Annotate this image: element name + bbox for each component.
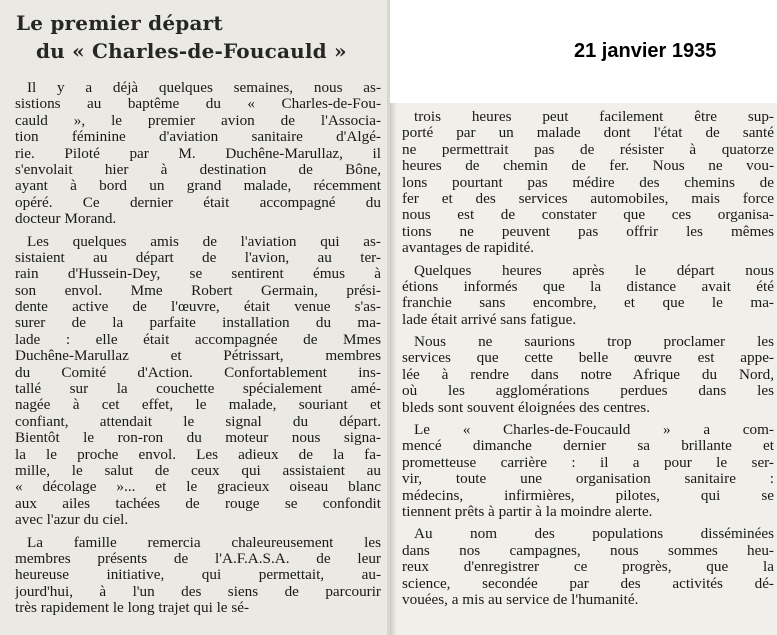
right-newspaper-clipping	[390, 103, 777, 635]
article-line: du Comité d'Action. Confortablement ins-	[15, 364, 381, 381]
article-line: science, secondée par des activités dé-	[402, 575, 774, 592]
article-paragraph	[402, 263, 774, 329]
article-line: étions informés que la distance avait été	[402, 278, 774, 295]
article-line: vouées, a mis au service de l'humanité.	[402, 591, 639, 608]
article-line: franchie sans encombre, et que le ma-	[402, 295, 774, 312]
article-line: vir, toute une organisation sanitaire :	[402, 471, 774, 488]
article-line: lade était arrivé sans fatigue.	[402, 311, 577, 328]
article-line: Nous ne saurions trop proclamer les	[414, 334, 774, 351]
article-line: membres présents de l'A.F.A.S.A. de leur	[15, 550, 381, 567]
article-line: sistions au baptême du « Charles-de-Fou-	[15, 96, 381, 113]
article-line: La famille remercia chaleureusement les	[27, 534, 381, 551]
article-line: sistaient au départ de l'avion, au ter-	[15, 249, 381, 266]
article-line: Au nom des populations disséminées	[414, 526, 774, 543]
article-paragraph	[402, 422, 774, 520]
article-line: rain d'Hussein-Dey, se sentirent émus à	[15, 266, 381, 283]
article-paragraph	[402, 526, 774, 608]
article-line: lons pourtant pas médire des chemins de	[402, 174, 774, 191]
article-line: heures de chemin de fer. Nous ne vou-	[402, 158, 774, 175]
article-paragraph	[402, 109, 774, 257]
article-line: « décolage »... et le gracieux oiseau blanc	[15, 479, 381, 496]
article-line: médecins, infirmières, pilotes, qui se	[402, 487, 774, 504]
left-article-column	[15, 80, 381, 623]
article-line: ayant à bord un grand malade, récemment	[15, 178, 381, 195]
article-line: aux ailes tachées de rouge se confondit	[15, 495, 381, 512]
article-line: ne permettrait pas de résister à quatorze	[402, 141, 774, 158]
article-line: où les agglomérations perdues dans les	[402, 383, 774, 400]
article-line: avantages de rapidité.	[402, 240, 534, 257]
article-line: bleds sont souvent éloignées des centres.	[402, 399, 651, 416]
article-line: tions ne peuvent pas offrir les mêmes	[402, 223, 774, 240]
article-line: surer de la parfaite installation du ma-	[15, 315, 381, 332]
article-line: prometteuse carrière : il a pour le ser-	[402, 454, 774, 471]
article-line: Bientôt le ron-ron du moteur nous signa-	[15, 430, 381, 447]
article-line: opéré. Ce dernier était accompagné du	[15, 194, 381, 211]
article-line: dente active de l'œuvre, était venue s'as-	[15, 299, 381, 316]
article-line: Duchêne-Marullaz et Pétrissart, membres	[15, 348, 381, 365]
headline-line-1: Le premier départ	[16, 11, 223, 35]
article-line: trois heures peut facilement être sup-	[414, 109, 774, 125]
article-line: services que cette belle œuvre est appe-	[402, 350, 774, 367]
article-line: dans nos campagnes, nous sommes heu-	[402, 542, 774, 559]
article-line: rie. Piloté par M. Duchêne-Marullaz, il	[15, 145, 381, 162]
article-line: confiant, attendait le signal du départ.	[15, 413, 381, 430]
article-paragraph	[402, 334, 774, 416]
article-line: la le proche envol. Les adieux de la fa-	[15, 446, 381, 463]
article-line: cauld », le premier avion de l'Associa-	[15, 112, 381, 129]
article-line: Il y a déjà quelques semaines, nous as-	[27, 80, 381, 96]
article-line: son envol. Mme Robert Germain, prési-	[15, 282, 381, 299]
article-line: très rapidement le long trajet qui le sé-	[15, 600, 250, 617]
article-line: tallé sur la couchette spécialement amé-	[15, 381, 381, 398]
article-line: avec l'azur du ciel.	[15, 512, 129, 529]
article-line: mille, le salut de ceux qui assistaient au	[15, 462, 381, 479]
article-paragraph	[15, 234, 381, 529]
right-article-column	[402, 109, 774, 614]
date-label: 21 janvier 1935	[574, 40, 717, 62]
article-line: Les quelques amis de l'aviation qui as-	[27, 233, 381, 250]
article-line: porté par un malade dont l'état de santé	[402, 125, 774, 142]
article-line: nous est de constater que ces organisa-	[402, 207, 774, 224]
article-paragraph	[15, 80, 381, 228]
article-line: fer et des services automobiles, mais force	[402, 190, 774, 207]
article-line: heureuse initiative, qui permettait, au-	[15, 567, 381, 584]
article-line: lée à rendre dans notre Afrique du Nord,	[402, 366, 774, 383]
article-line: jourd'hui, à l'un des siens de parcourir	[15, 583, 381, 600]
headline-line-2: du « Charles-de-Foucauld »	[36, 39, 347, 63]
article-line: reux d'enregistrer ce progrès, que la	[402, 559, 774, 576]
article-paragraph	[15, 535, 381, 617]
article-line: docteur Morand.	[15, 211, 117, 228]
article-line: tion féminine d'aviation sanitaire d'Algé-	[15, 129, 381, 146]
article-line: Le « Charles-de-Foucauld » a com-	[414, 422, 774, 439]
article-line: lade : elle était accompagnée de Mmes	[15, 331, 381, 348]
article-line: tiennent prêts à partir à la moindre alerte.	[402, 503, 653, 520]
article-line: mencé dimanche dernier sa brillante et	[402, 438, 774, 455]
article-line: nagée à cet effet, le malade, souriant et	[15, 397, 381, 414]
article-line: Quelques heures après le départ nous	[414, 262, 774, 279]
article-line: s'envolait hier à destination de Bône,	[15, 161, 381, 178]
